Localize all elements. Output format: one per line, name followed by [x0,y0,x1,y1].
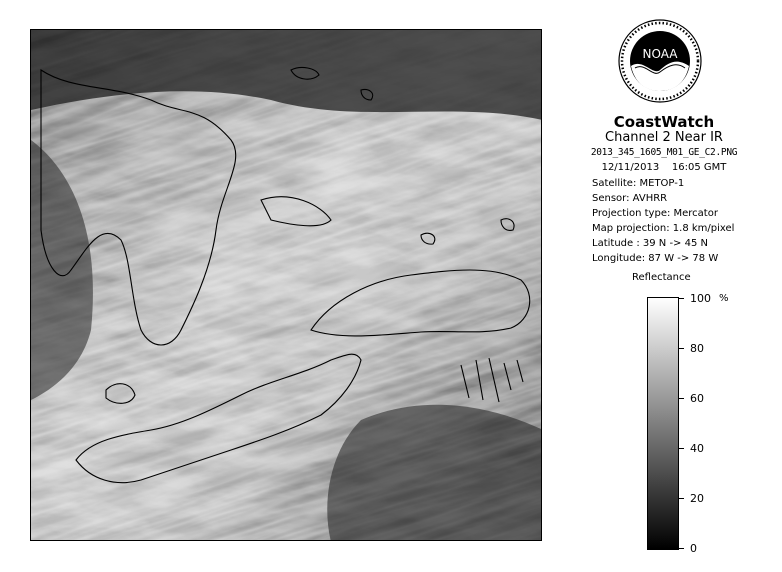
tick-mark [679,498,684,499]
datetime-label: 12/11/2013 16:05 GMT [601,162,727,173]
noaa-logo [617,18,703,104]
app-title: CoastWatch [613,113,715,131]
legend-unit: % [719,293,729,304]
reflectance-colorbar [647,297,679,550]
tick-label: 80 [690,342,704,355]
longitude-label: Longitude: 87 W -> 78 W [592,253,719,264]
tick-label: 0 [690,542,697,555]
svg-text:NOAA: NOAA [642,47,678,61]
sensor-label: Sensor: AVHRR [592,193,668,204]
tick-mark [679,298,684,299]
file-name: 2013_345_1605_M01_GE_C2.PNG [590,147,738,158]
tick-mark [679,348,684,349]
noaa-logo-icon [617,18,703,104]
tick-label: 100 [690,292,711,305]
channel-label: Channel 2 Near IR [605,130,723,145]
tick-label: 40 [690,442,704,455]
tick-mark [679,448,684,449]
clear-area-southeast [327,405,542,541]
projection-type-label: Projection type: Mercator [592,208,718,219]
reflectance-map [31,30,542,541]
tick-label: 20 [690,492,704,505]
satellite-image [30,29,542,541]
latitude-label: Latitude : 39 N -> 45 N [592,238,708,249]
map-projection-label: Map projection: 1.8 km/pixel [592,223,735,234]
satellite-label: Satellite: METOP-1 [592,178,685,189]
tick-label: 60 [690,392,704,405]
tick-mark [679,548,684,549]
tick-mark [679,398,684,399]
legend-title: Reflectance [632,272,691,283]
